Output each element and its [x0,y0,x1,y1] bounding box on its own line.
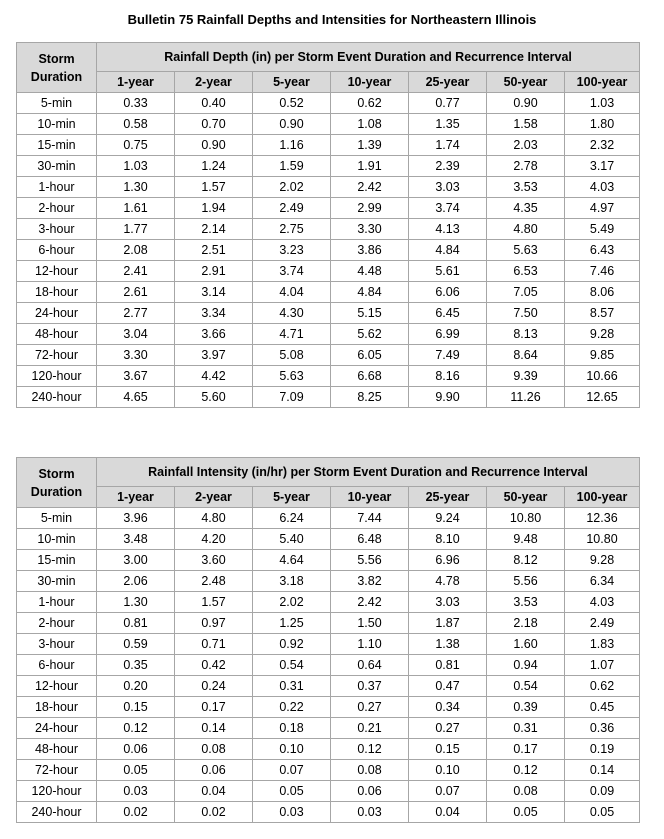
value-cell: 0.03 [253,802,331,823]
value-cell: 0.07 [409,781,487,802]
value-cell: 5.63 [253,366,331,387]
value-cell: 3.53 [487,592,565,613]
value-cell: 1.07 [565,655,640,676]
value-cell: 0.10 [253,739,331,760]
table-row [17,676,640,697]
value-cell: 10.80 [487,508,565,529]
value-cell: 1.59 [253,156,331,177]
value-cell: 6.68 [331,366,409,387]
value-cell: 1.83 [565,634,640,655]
value-cell: 0.97 [175,613,253,634]
value-cell: 0.58 [97,114,175,135]
value-cell: 5.63 [487,240,565,261]
value-cell: 1.39 [331,135,409,156]
value-cell: 6.48 [331,529,409,550]
value-cell: 0.12 [97,718,175,739]
value-cell: 1.35 [409,114,487,135]
interval-header: 50-year [487,72,565,93]
duration-cell: 72-hour [17,345,97,366]
value-cell: 0.42 [175,655,253,676]
value-cell: 3.04 [97,324,175,345]
table-row [17,613,640,634]
value-cell: 3.00 [97,550,175,571]
value-cell: 0.71 [175,634,253,655]
page-title: Bulletin 75 Rainfall Depths and Intensities for Northeastern Illinois [127,12,537,27]
value-cell: 2.42 [331,177,409,198]
intensity-table-caption: Rainfall Intensity (in/hr) per Storm Event Duration and Recurrence Interval [97,458,640,487]
value-cell: 0.06 [97,739,175,760]
value-cell: 3.03 [409,177,487,198]
value-cell: 0.64 [331,655,409,676]
interval-header: 10-year [331,487,409,508]
value-cell: 0.14 [565,760,640,781]
value-cell: 0.92 [253,634,331,655]
interval-header: 1-year [97,72,175,93]
value-cell: 0.04 [175,781,253,802]
interval-header: 25-year [409,487,487,508]
table-row [17,697,640,718]
interval-header: 10-year [331,72,409,93]
value-cell: 3.17 [565,156,640,177]
duration-cell: 240-hour [17,387,97,408]
value-cell: 2.39 [409,156,487,177]
value-cell: 0.39 [487,697,565,718]
value-cell: 0.90 [175,135,253,156]
value-cell: 3.23 [253,240,331,261]
intensity-table-body [17,508,640,823]
interval-header: 100-year [565,72,640,93]
value-cell: 1.87 [409,613,487,634]
value-cell: 3.96 [97,508,175,529]
value-cell: 2.48 [175,571,253,592]
value-cell: 0.34 [409,697,487,718]
value-cell: 2.49 [253,198,331,219]
interval-header: 5-year [253,487,331,508]
value-cell: 0.05 [565,802,640,823]
value-cell: 9.39 [487,366,565,387]
value-cell: 12.65 [565,387,640,408]
duration-cell: 6-hour [17,240,97,261]
value-cell: 0.05 [253,781,331,802]
value-cell: 1.91 [331,156,409,177]
value-cell: 1.60 [487,634,565,655]
storm-header-line1: Storm [38,466,75,481]
value-cell: 2.75 [253,219,331,240]
value-cell: 2.06 [97,571,175,592]
value-cell: 6.43 [565,240,640,261]
duration-cell: 24-hour [17,303,97,324]
value-cell: 0.10 [409,760,487,781]
value-cell: 4.64 [253,550,331,571]
value-cell: 4.13 [409,219,487,240]
value-cell: 4.20 [175,529,253,550]
value-cell: 0.02 [97,802,175,823]
value-cell: 4.84 [331,282,409,303]
value-cell: 9.85 [565,345,640,366]
table-row [17,655,640,676]
value-cell: 5.15 [331,303,409,324]
duration-cell: 24-hour [17,718,97,739]
value-cell: 8.13 [487,324,565,345]
value-cell: 0.90 [253,114,331,135]
duration-cell: 5-min [17,93,97,114]
value-cell: 2.61 [97,282,175,303]
value-cell: 5.56 [331,550,409,571]
value-cell: 1.77 [97,219,175,240]
value-cell: 6.05 [331,345,409,366]
duration-cell: 18-hour [17,697,97,718]
value-cell: 4.65 [97,387,175,408]
value-cell: 4.71 [253,324,331,345]
value-cell: 6.06 [409,282,487,303]
value-cell: 0.40 [175,93,253,114]
duration-cell: 72-hour [17,760,97,781]
depth-table-caption: Rainfall Depth (in) per Storm Event Duration and Recurrence Interval [97,43,640,72]
table-row [17,529,640,550]
value-cell: 0.20 [97,676,175,697]
value-cell: 0.12 [487,760,565,781]
value-cell: 12.36 [565,508,640,529]
value-cell: 0.62 [331,93,409,114]
duration-cell: 48-hour [17,324,97,345]
duration-cell: 1-hour [17,177,97,198]
table-row [17,366,640,387]
value-cell: 3.03 [409,592,487,613]
value-cell: 4.30 [253,303,331,324]
value-cell: 0.06 [331,781,409,802]
value-cell: 8.57 [565,303,640,324]
value-cell: 8.10 [409,529,487,550]
value-cell: 0.22 [253,697,331,718]
value-cell: 9.90 [409,387,487,408]
duration-cell: 5-min [17,508,97,529]
value-cell: 2.14 [175,219,253,240]
interval-header: 25-year [409,72,487,93]
value-cell: 0.03 [331,802,409,823]
value-cell: 0.04 [409,802,487,823]
value-cell: 6.53 [487,261,565,282]
table-row [17,802,640,823]
storm-duration-header [17,458,97,508]
table-row [17,387,640,408]
value-cell: 7.46 [565,261,640,282]
duration-cell: 10-min [17,114,97,135]
value-cell: 0.17 [175,697,253,718]
table-row [17,114,640,135]
value-cell: 7.49 [409,345,487,366]
value-cell: 0.19 [565,739,640,760]
value-cell: 6.96 [409,550,487,571]
value-cell: 0.94 [487,655,565,676]
duration-cell: 1-hour [17,592,97,613]
value-cell: 1.61 [97,198,175,219]
value-cell: 0.24 [175,676,253,697]
value-cell: 2.99 [331,198,409,219]
duration-cell: 120-hour [17,366,97,387]
duration-cell: 3-hour [17,634,97,655]
value-cell: 1.30 [97,592,175,613]
value-cell: 4.03 [565,592,640,613]
duration-cell: 12-hour [17,676,97,697]
value-cell: 1.80 [565,114,640,135]
value-cell: 3.74 [253,261,331,282]
duration-cell: 2-hour [17,198,97,219]
value-cell: 1.03 [565,93,640,114]
table-row [17,303,640,324]
table-row [17,156,640,177]
value-cell: 4.97 [565,198,640,219]
value-cell: 2.77 [97,303,175,324]
value-cell: 0.27 [409,718,487,739]
table-row [17,135,640,156]
duration-cell: 18-hour [17,282,97,303]
value-cell: 6.34 [565,571,640,592]
storm-duration-header [17,43,97,93]
value-cell: 0.21 [331,718,409,739]
value-cell: 4.03 [565,177,640,198]
value-cell: 6.24 [253,508,331,529]
value-cell: 2.49 [565,613,640,634]
duration-cell: 30-min [17,156,97,177]
value-cell: 3.60 [175,550,253,571]
duration-cell: 3-hour [17,219,97,240]
duration-cell: 12-hour [17,261,97,282]
table-row [17,760,640,781]
interval-header: 50-year [487,487,565,508]
value-cell: 0.08 [487,781,565,802]
value-cell: 0.03 [97,781,175,802]
value-cell: 4.80 [487,219,565,240]
duration-cell: 15-min [17,135,97,156]
value-cell: 1.38 [409,634,487,655]
value-cell: 0.05 [97,760,175,781]
value-cell: 8.12 [487,550,565,571]
value-cell: 0.14 [175,718,253,739]
value-cell: 0.08 [175,739,253,760]
value-cell: 0.45 [565,697,640,718]
value-cell: 1.08 [331,114,409,135]
value-cell: 1.58 [487,114,565,135]
table-row [17,592,640,613]
table-row [17,282,640,303]
value-cell: 1.57 [175,177,253,198]
value-cell: 2.03 [487,135,565,156]
value-cell: 8.16 [409,366,487,387]
value-cell: 0.77 [409,93,487,114]
value-cell: 3.48 [97,529,175,550]
value-cell: 3.30 [331,219,409,240]
duration-cell: 6-hour [17,655,97,676]
value-cell: 1.74 [409,135,487,156]
duration-cell: 120-hour [17,781,97,802]
interval-header: 2-year [175,72,253,93]
value-cell: 7.50 [487,303,565,324]
value-cell: 1.24 [175,156,253,177]
value-cell: 6.45 [409,303,487,324]
value-cell: 8.64 [487,345,565,366]
value-cell: 0.12 [331,739,409,760]
value-cell: 7.09 [253,387,331,408]
value-cell: 2.08 [97,240,175,261]
duration-cell: 240-hour [17,802,97,823]
value-cell: 9.28 [565,324,640,345]
value-cell: 0.52 [253,93,331,114]
table-row [17,508,640,529]
value-cell: 2.02 [253,592,331,613]
value-cell: 3.53 [487,177,565,198]
value-cell: 0.54 [487,676,565,697]
table-row [17,550,640,571]
value-cell: 0.70 [175,114,253,135]
value-cell: 0.18 [253,718,331,739]
value-cell: 4.48 [331,261,409,282]
depth-table-body [17,93,640,408]
table-row [17,739,640,760]
interval-header: 100-year [565,487,640,508]
table-row [17,571,640,592]
table-row [17,261,640,282]
value-cell: 9.28 [565,550,640,571]
value-cell: 0.59 [97,634,175,655]
value-cell: 9.48 [487,529,565,550]
value-cell: 0.27 [331,697,409,718]
value-cell: 3.82 [331,571,409,592]
interval-header: 1-year [97,487,175,508]
value-cell: 0.62 [565,676,640,697]
table-row [17,198,640,219]
value-cell: 2.51 [175,240,253,261]
value-cell: 1.25 [253,613,331,634]
value-cell: 8.06 [565,282,640,303]
value-cell: 4.78 [409,571,487,592]
value-cell: 1.57 [175,592,253,613]
value-cell: 0.90 [487,93,565,114]
value-cell: 4.84 [409,240,487,261]
value-cell: 0.07 [253,760,331,781]
value-cell: 0.36 [565,718,640,739]
value-cell: 0.31 [253,676,331,697]
value-cell: 6.99 [409,324,487,345]
value-cell: 0.09 [565,781,640,802]
storm-header-line1: Storm [38,51,75,66]
table-row [17,219,640,240]
value-cell: 4.80 [175,508,253,529]
storm-header-line2: Duration [30,69,83,84]
duration-cell: 10-min [17,529,97,550]
value-cell: 0.06 [175,760,253,781]
value-cell: 1.50 [331,613,409,634]
value-cell: 8.25 [331,387,409,408]
table-row [17,718,640,739]
value-cell: 7.05 [487,282,565,303]
value-cell: 1.16 [253,135,331,156]
value-cell: 2.42 [331,592,409,613]
value-cell: 7.44 [331,508,409,529]
value-cell: 1.03 [97,156,175,177]
value-cell: 2.41 [97,261,175,282]
value-cell: 0.81 [409,655,487,676]
table-row [17,781,640,802]
duration-cell: 15-min [17,550,97,571]
value-cell: 0.33 [97,93,175,114]
value-cell: 4.04 [253,282,331,303]
value-cell: 11.26 [487,387,565,408]
value-cell: 1.10 [331,634,409,655]
table-row [17,177,640,198]
value-cell: 0.15 [97,697,175,718]
value-cell: 4.42 [175,366,253,387]
value-cell: 10.80 [565,529,640,550]
value-cell: 0.54 [253,655,331,676]
value-cell: 5.61 [409,261,487,282]
table-row [17,240,640,261]
value-cell: 1.30 [97,177,175,198]
value-cell: 3.66 [175,324,253,345]
duration-cell: 30-min [17,571,97,592]
value-cell: 2.02 [253,177,331,198]
duration-cell: 48-hour [17,739,97,760]
value-cell: 0.47 [409,676,487,697]
value-cell: 9.24 [409,508,487,529]
value-cell: 5.56 [487,571,565,592]
value-cell: 2.91 [175,261,253,282]
value-cell: 5.08 [253,345,331,366]
value-cell: 0.02 [175,802,253,823]
table-row [17,345,640,366]
value-cell: 0.75 [97,135,175,156]
value-cell: 5.49 [565,219,640,240]
value-cell: 3.18 [253,571,331,592]
value-cell: 0.81 [97,613,175,634]
value-cell: 0.05 [487,802,565,823]
value-cell: 3.34 [175,303,253,324]
value-cell: 3.14 [175,282,253,303]
rainfall-depth-table [16,42,640,408]
value-cell: 0.08 [331,760,409,781]
value-cell: 3.30 [97,345,175,366]
value-cell: 5.62 [331,324,409,345]
value-cell: 3.97 [175,345,253,366]
value-cell: 2.78 [487,156,565,177]
value-cell: 2.18 [487,613,565,634]
value-cell: 10.66 [565,366,640,387]
rainfall-intensity-table [16,457,640,823]
interval-header: 2-year [175,487,253,508]
value-cell: 2.32 [565,135,640,156]
value-cell: 0.15 [409,739,487,760]
storm-header-line2: Duration [30,484,83,499]
value-cell: 3.67 [97,366,175,387]
value-cell: 0.35 [97,655,175,676]
value-cell: 5.60 [175,387,253,408]
value-cell: 0.31 [487,718,565,739]
value-cell: 3.74 [409,198,487,219]
table-row [17,634,640,655]
value-cell: 4.35 [487,198,565,219]
value-cell: 5.40 [253,529,331,550]
value-cell: 3.86 [331,240,409,261]
value-cell: 1.94 [175,198,253,219]
value-cell: 0.37 [331,676,409,697]
table-row [17,93,640,114]
interval-header: 5-year [253,72,331,93]
table-row [17,324,640,345]
value-cell: 0.17 [487,739,565,760]
duration-cell: 2-hour [17,613,97,634]
